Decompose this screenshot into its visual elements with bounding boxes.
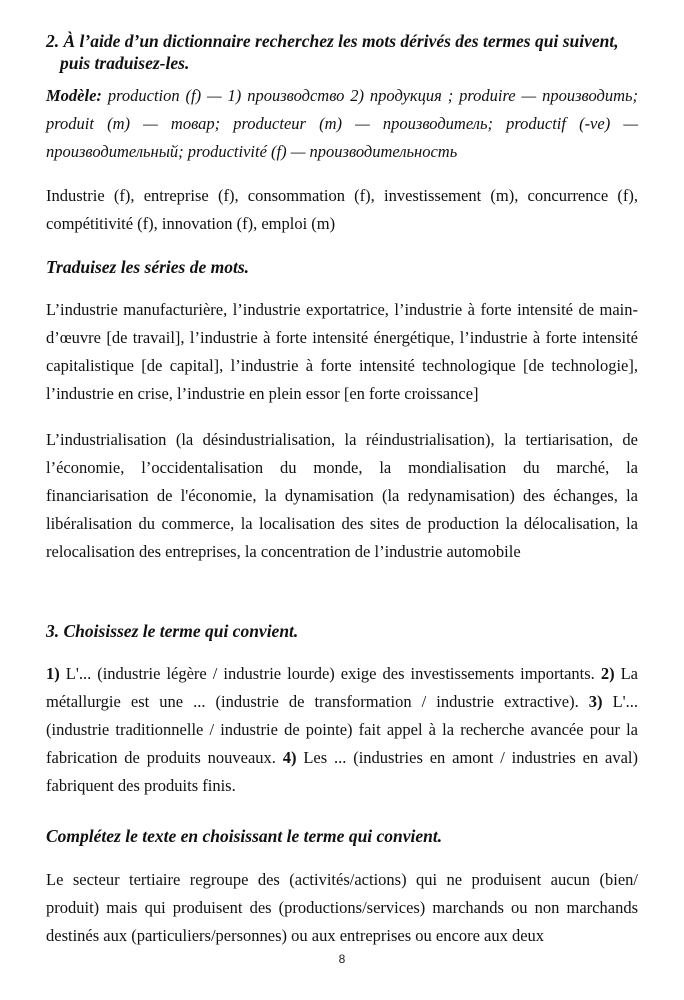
section-3-exercise: [46, 660, 638, 800]
terms-list: Industrie (f), entreprise (f), consommation (f), investissement (m), concurrence (f), compétitivité (f), innovation (f), emploi (m): [46, 186, 638, 233]
page-number: 8: [338, 952, 346, 966]
item-1-number: 1): [46, 664, 60, 683]
item-3-text: L'... (industrie traditionnelle / industrie de pointe) fait appel à la recherche avancée pour la fabrication de produits nouveaux.: [46, 692, 638, 767]
section-3-heading: 3. Choisissez le terme qui convient.: [46, 621, 299, 641]
complete-text-heading: Complétez le texte en choisissant le terme qui convient.: [46, 826, 443, 846]
series-paragraph-1: L’industrie manufacturière, l’industrie exportatrice, l’industrie à forte intensité de main-d’œuvre [de travail], l’industrie à forte intensité énergétique, l’industrie à forte intensité capitalistique [de capital], l’industrie à forte intensité technologique [de technologie], l’industrie en crise, l’industrie en plein essor [en forte croissance]: [46, 300, 638, 403]
model-label: Modèle:: [46, 86, 102, 105]
model-text: production (f) — 1) производство 2) продукция ; produire — производить; produit (m) — товар; producteur (m) — производитель; productif (-ve) — производительный; productivité (f) — производительность: [46, 86, 639, 161]
item-4-text: Les ... (industries en amont / industries en aval) fabriquent des produits finis.: [46, 748, 639, 795]
model-example: [46, 82, 638, 166]
series-paragraph-2: L’industrialisation (la désindustrialisation, la réindustrialisation), la tertiarisation, de l’économie, l’occidentalisation du monde, la mondialisation du marché, la financiarisation de l'économie, la dynamisation (la redynamisation) des échanges, la libéralisation du commerce, la localisation des sites de production la délocalisation, la relocalisation des entreprises, la concentration de l’industrie automobile: [46, 430, 638, 561]
complete-text-paragraph: Le secteur tertiaire regroupe des (activités/actions) qui ne produisent aucun (bien/ produit) mais qui produisent des (productions/services) marchands ou non marchands destinés aux (particuliers/personnes) ou aux entreprises ou encore aux deux: [46, 870, 638, 945]
item-2-text: La métallurgie est une ... (industrie de transformation / industrie extractive).: [46, 664, 638, 711]
item-1-text: L'... (industrie légère / industrie lourde) exige des investissements importants.: [65, 664, 595, 683]
series-heading: Traduisez les séries de mots.: [46, 257, 250, 277]
item-4-number: 4): [282, 748, 297, 767]
section-2-heading-line2: puis traduisez-les.: [60, 53, 190, 73]
item-3-number: 3): [588, 692, 603, 711]
section-2-heading-line1: 2. À l’aide d’un dictionnaire recherchez les mots dérivés des termes qui suivent,: [46, 31, 619, 51]
item-2-number: 2): [600, 664, 615, 683]
section-2-heading: [46, 30, 638, 74]
